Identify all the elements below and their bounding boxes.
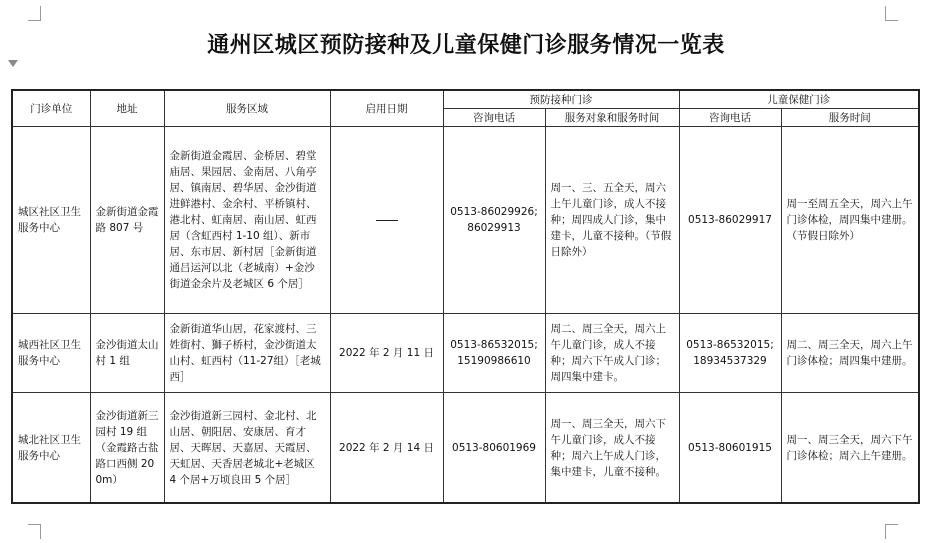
cell-unit: 城区社区卫生服务中心	[12, 127, 90, 314]
cell-child-time: 周二、周三全天，周六上午门诊体检；周四集中建册。	[781, 314, 919, 393]
page-corner-mark-top-left	[28, 6, 41, 21]
clinic-table	[11, 89, 920, 504]
cell-vaccine-service: 周一、三、五全天，周六上午儿童门诊，成人不接种；周四成人门诊，集中建卡，儿童不接种。（节假日除外）	[545, 127, 679, 314]
cell-area: 金新街道华山居，花家渡村、三姓街村、獅子桥村，金沙街道太山村、虹西村（11-27组）［老城西］	[164, 314, 330, 393]
header-child-time: 服务时间	[781, 109, 919, 127]
cell-area: 金新街道金霞居、金桥居、碧堂庙居、果园居、金南居、八角亭居、镇南居、碧华居、金沙街道进鲜港村、金余村、平桥镇村、港北村、虹南居、南山居、虹西居（含虹西村 1-10 组）、新市居、东市居、新村居［金新街道通吕运河以北（老城南）+金沙街道金余片及老城区 6 个居］	[164, 127, 330, 314]
cell-date: 2022 年 2 月 14 日	[330, 393, 443, 504]
cell-address: 金沙街道新三园村 19 组（金霞路古盐路口西侧 200m）	[90, 393, 164, 504]
header-area: 服务区域	[164, 90, 330, 127]
header-address: 地址	[90, 90, 164, 127]
page-corner-mark-bottom-right	[885, 524, 898, 539]
cell-vaccine-phone: 0513-80601969	[443, 393, 545, 504]
header-child-phone: 咨询电话	[679, 109, 781, 127]
cell-child-time: 周一、周三全天，周六下午门诊体检；周六上午建册。	[781, 393, 919, 504]
page-corner-mark-bottom-left	[28, 524, 41, 539]
header-vaccine-phone: 咨询电话	[443, 109, 545, 127]
dash-placeholder	[376, 220, 398, 221]
cell-vaccine-phone: 0513-86532015; 15190986610	[443, 314, 545, 393]
cell-child-time: 周一至周五全天，周六上午门诊体检，周四集中建册。（节假日除外）	[781, 127, 919, 314]
header-unit: 门诊单位	[12, 90, 90, 127]
header-vaccine-service: 服务对象和服务时间	[545, 109, 679, 127]
table-row	[12, 393, 919, 504]
page-title: 通州区城区预防接种及儿童保健门诊服务情况一览表	[207, 33, 725, 58]
cell-date-empty	[330, 127, 443, 314]
cell-address: 金沙街道太山村 1 组	[90, 314, 164, 393]
cell-child-phone: 0513-86029917	[679, 127, 781, 314]
cell-child-phone: 0513-80601915	[679, 393, 781, 504]
cell-vaccine-phone: 0513-86029926; 86029913	[443, 127, 545, 314]
table-row	[12, 314, 919, 393]
table-row	[12, 127, 919, 314]
page-corner-mark-top-right	[885, 6, 898, 21]
header-row-top	[12, 90, 919, 109]
cell-unit: 城西社区卫生服务中心	[12, 314, 90, 393]
header-vaccine-group: 预防接种门诊	[443, 90, 679, 109]
header-date: 启用日期	[330, 90, 443, 127]
cell-date: 2022 年 2 月 11 日	[330, 314, 443, 393]
header-child-group: 儿童保健门诊	[679, 90, 919, 109]
collapse-arrow-icon[interactable]	[8, 60, 18, 67]
cell-vaccine-service: 周二、周三全天，周六上午儿童门诊，成人不接种；周六下午成人门诊；周四集中建卡。	[545, 314, 679, 393]
cell-child-phone: 0513-86532015; 18934537329	[679, 314, 781, 393]
cell-area: 金沙街道新三园村、金北村、北山居、朝阳居、安康居、育才居、天晖居、天嘉居、天霞居、天虹居、天香居老城北+老城区 4 个居+万顷良田 5 个居］	[164, 393, 330, 504]
cell-vaccine-service: 周一、周三全天，周六下午儿童门诊，成人不接种；周六上午成人门诊，集中建卡，儿童不接种。	[545, 393, 679, 504]
cell-address: 金新街道金霞路 807 号	[90, 127, 164, 314]
cell-unit: 城北社区卫生服务中心	[12, 393, 90, 504]
